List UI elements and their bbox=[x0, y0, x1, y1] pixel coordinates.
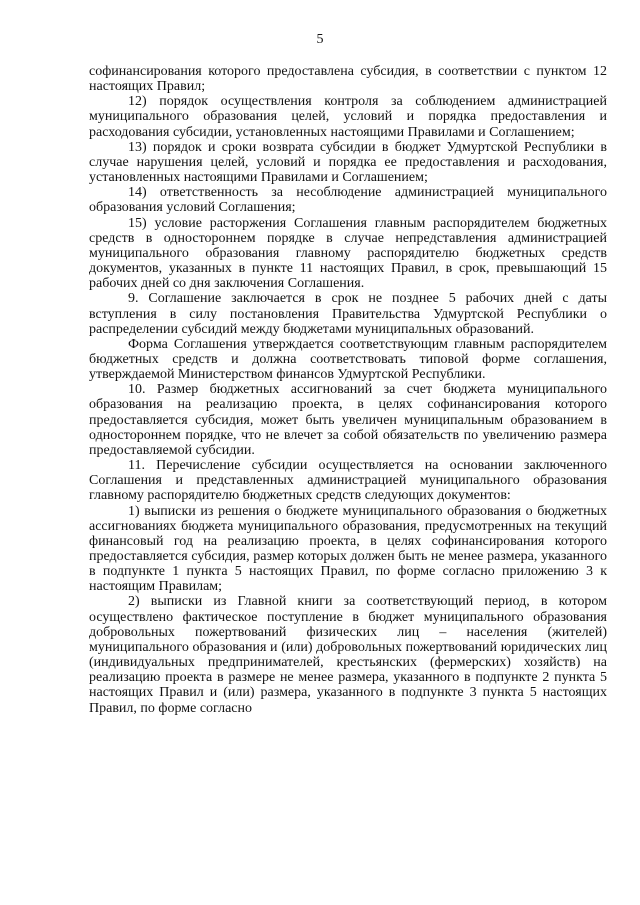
paragraph: 13) порядок и сроки возврата субсидии в бюджет Удмуртской Республики в случае нарушения целей, условий и порядка ее предоставления и расходования, установленных настоящими Правилами и Соглашением; bbox=[89, 139, 607, 186]
paragraph: 1) выписки из решения о бюджете муниципального образования о бюджетных ассигнованиях бюджета муниципального образования, предусмотренных на текущий финансовый год на реализацию проекта, в целях софинансирования которого предоставляется субсидия, размер которых должен быть не менее размера, указанного в подпункте 1 пункта 5 настоящих Правил, по форме согласно приложению 3 к настоящим Правилам; bbox=[89, 503, 607, 595]
paragraph: 12) порядок осуществления контроля за соблюдением администрацией муниципального образования целей, условий и порядка предоставления и расходования субсидии, установленных настоящими Правилами и Соглашением; bbox=[89, 94, 607, 140]
page-number: 5 bbox=[316, 32, 324, 47]
document-body bbox=[89, 64, 607, 716]
paragraph: 9. Соглашение заключается в срок не позднее 5 рабочих дней с даты вступления в силу постановления Правительства Удмуртской Республики о распределении субсидий между бюджетами муниципальных образований. bbox=[89, 291, 607, 337]
paragraph: 14) ответственность за несоблюдение администрацией муниципального образования условий Соглашения; bbox=[89, 185, 607, 216]
paragraph: софинансирования которого предоставлена субсидия, в соответствии с пунктом 12 настоящих Правил; bbox=[89, 64, 607, 95]
paragraph: Форма Соглашения утверждается соответствующим главным распорядителем бюджетных средств и должна соответствовать типовой форме соглашения, утверждаемой Министерством финансов Удмуртской Республики. bbox=[89, 336, 607, 383]
paragraph: 11. Перечисление субсидии осуществляется на основании заключенного Соглашения и представленных администрацией муниципального образования главному распорядителю бюджетных средств следующих документов: bbox=[89, 458, 607, 504]
paragraph: 15) условие расторжения Соглашения главным распорядителем бюджетных средств в одностороннем порядке в случае непредставления администрацией муниципального образования главному распорядителю бюджетных средств документов, указанных в пункте 11 настоящих Правил, в срок, превышающий 15 рабочих дней со дня заключения Соглашения. bbox=[89, 215, 607, 292]
paragraph: 2) выписки из Главной книги за соответствующий период, в котором осуществлено фактическое поступление в бюджет муниципального образования добровольных пожертвований физических лиц – населения (жителей) муниципального образования и (или) добровольных пожертвований юридических лиц (индивидуальных предпринимателей, крестьянских (фермерских) хозяйств) на реализацию проекта в размере не менее размера, указанного в подпункте 2 пункта 5 настоящих Правил и (или) размера, указанного в подпункте 3 пункта 5 настоящих Правил, по форме согласно bbox=[89, 594, 607, 716]
paragraph: 10. Размер бюджетных ассигнований за счет бюджета муниципального образования на реализацию проекта, в целях софинансирования которого предоставляется субсидия, может быть увеличен муниципальным образованием в одностороннем порядке, что не влечет за собой обязательств по увеличению размера предоставляемой субсидии. bbox=[89, 382, 607, 458]
